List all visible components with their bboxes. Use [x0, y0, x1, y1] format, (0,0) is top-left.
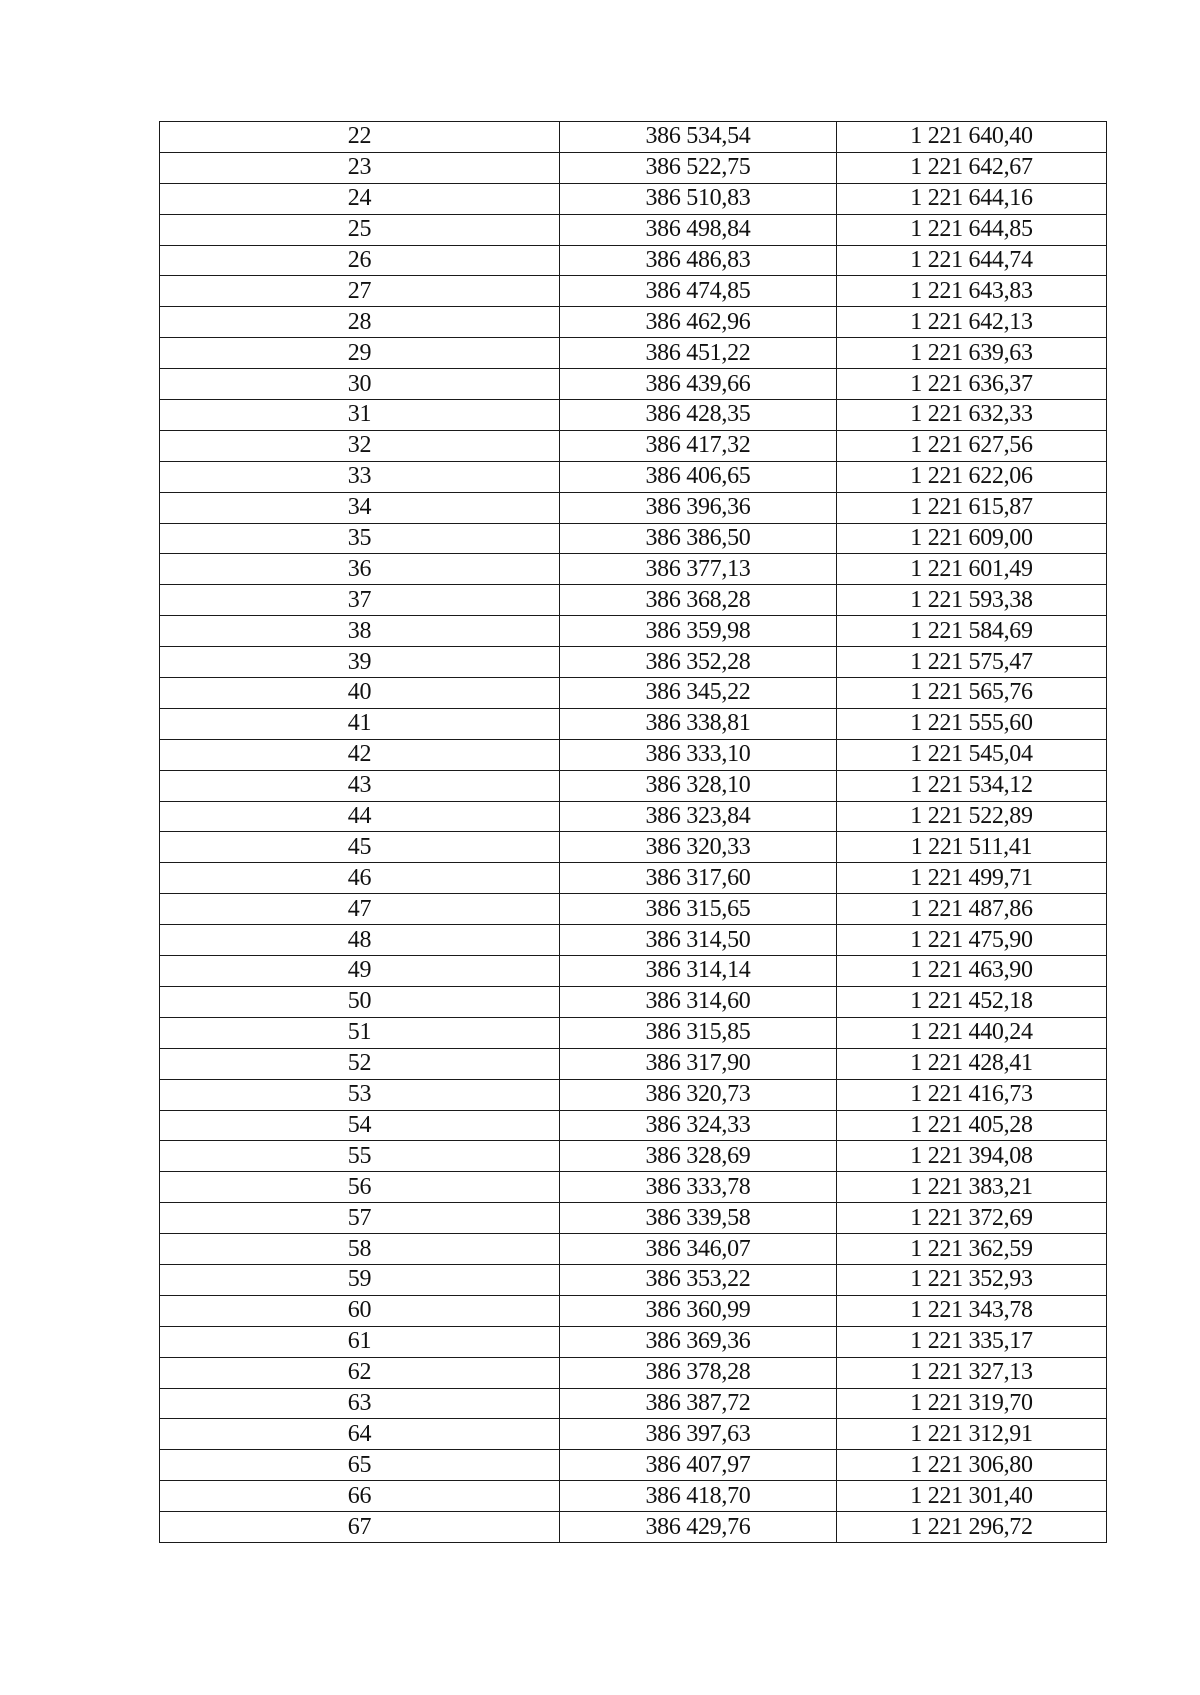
table-row: [160, 1172, 1107, 1203]
table-row: [160, 523, 1107, 554]
table-row: [160, 585, 1107, 616]
point-number-cell: 37: [160, 585, 560, 616]
table-row: [160, 307, 1107, 338]
y-coordinate-cell: 1 221 644,16: [837, 183, 1107, 214]
table-row: [160, 708, 1107, 739]
x-coordinate-cell: 386 429,76: [560, 1512, 837, 1543]
x-coordinate-cell: 386 428,35: [560, 400, 837, 431]
point-number-cell: 51: [160, 1017, 560, 1048]
point-number-cell: 57: [160, 1203, 560, 1234]
point-number-cell: 36: [160, 554, 560, 585]
x-coordinate-cell: 386 338,81: [560, 708, 837, 739]
x-coordinate-cell: 386 396,36: [560, 492, 837, 523]
point-number-cell: 63: [160, 1388, 560, 1419]
y-coordinate-cell: 1 221 615,87: [837, 492, 1107, 523]
point-number-cell: 29: [160, 338, 560, 369]
table-row: [160, 986, 1107, 1017]
y-coordinate-cell: 1 221 452,18: [837, 986, 1107, 1017]
table-row: [160, 122, 1107, 153]
point-number-cell: 53: [160, 1079, 560, 1110]
point-number-cell: 59: [160, 1264, 560, 1295]
point-number-cell: 23: [160, 152, 560, 183]
x-coordinate-cell: 386 328,69: [560, 1141, 837, 1172]
y-coordinate-cell: 1 221 499,71: [837, 863, 1107, 894]
point-number-cell: 46: [160, 863, 560, 894]
point-number-cell: 26: [160, 245, 560, 276]
table-row: [160, 1450, 1107, 1481]
y-coordinate-cell: 1 221 640,40: [837, 122, 1107, 153]
x-coordinate-cell: 386 339,58: [560, 1203, 837, 1234]
x-coordinate-cell: 386 407,97: [560, 1450, 837, 1481]
y-coordinate-cell: 1 221 372,69: [837, 1203, 1107, 1234]
x-coordinate-cell: 386 317,90: [560, 1048, 837, 1079]
x-coordinate-cell: 386 522,75: [560, 152, 837, 183]
y-coordinate-cell: 1 221 593,38: [837, 585, 1107, 616]
x-coordinate-cell: 386 314,60: [560, 986, 837, 1017]
table-row: [160, 678, 1107, 709]
point-number-cell: 55: [160, 1141, 560, 1172]
y-coordinate-cell: 1 221 644,85: [837, 214, 1107, 245]
point-number-cell: 25: [160, 214, 560, 245]
point-number-cell: 42: [160, 739, 560, 770]
table-row: [160, 1419, 1107, 1450]
point-number-cell: 32: [160, 430, 560, 461]
table-row: [160, 369, 1107, 400]
y-coordinate-cell: 1 221 319,70: [837, 1388, 1107, 1419]
y-coordinate-cell: 1 221 335,17: [837, 1326, 1107, 1357]
y-coordinate-cell: 1 221 352,93: [837, 1264, 1107, 1295]
x-coordinate-cell: 386 369,36: [560, 1326, 837, 1357]
table-row: [160, 554, 1107, 585]
point-number-cell: 30: [160, 369, 560, 400]
coordinates-table: [159, 121, 1107, 1543]
table-row: [160, 894, 1107, 925]
point-number-cell: 61: [160, 1326, 560, 1357]
x-coordinate-cell: 386 474,85: [560, 276, 837, 307]
y-coordinate-cell: 1 221 642,13: [837, 307, 1107, 338]
table-row: [160, 1326, 1107, 1357]
y-coordinate-cell: 1 221 296,72: [837, 1512, 1107, 1543]
x-coordinate-cell: 386 377,13: [560, 554, 837, 585]
table-row: [160, 276, 1107, 307]
y-coordinate-cell: 1 221 627,56: [837, 430, 1107, 461]
x-coordinate-cell: 386 378,28: [560, 1357, 837, 1388]
y-coordinate-cell: 1 221 545,04: [837, 739, 1107, 770]
point-number-cell: 65: [160, 1450, 560, 1481]
x-coordinate-cell: 386 315,65: [560, 894, 837, 925]
x-coordinate-cell: 386 317,60: [560, 863, 837, 894]
point-number-cell: 35: [160, 523, 560, 554]
table-row: [160, 616, 1107, 647]
point-number-cell: 56: [160, 1172, 560, 1203]
table-row: [160, 214, 1107, 245]
y-coordinate-cell: 1 221 475,90: [837, 925, 1107, 956]
y-coordinate-cell: 1 221 312,91: [837, 1419, 1107, 1450]
y-coordinate-cell: 1 221 487,86: [837, 894, 1107, 925]
point-number-cell: 45: [160, 832, 560, 863]
point-number-cell: 43: [160, 770, 560, 801]
y-coordinate-cell: 1 221 636,37: [837, 369, 1107, 400]
table-row: [160, 461, 1107, 492]
point-number-cell: 50: [160, 986, 560, 1017]
x-coordinate-cell: 386 324,33: [560, 1110, 837, 1141]
x-coordinate-cell: 386 386,50: [560, 523, 837, 554]
table-row: [160, 1512, 1107, 1543]
point-number-cell: 62: [160, 1357, 560, 1388]
x-coordinate-cell: 386 510,83: [560, 183, 837, 214]
y-coordinate-cell: 1 221 327,13: [837, 1357, 1107, 1388]
x-coordinate-cell: 386 314,14: [560, 956, 837, 987]
y-coordinate-cell: 1 221 632,33: [837, 400, 1107, 431]
point-number-cell: 44: [160, 801, 560, 832]
x-coordinate-cell: 386 328,10: [560, 770, 837, 801]
point-number-cell: 22: [160, 122, 560, 153]
y-coordinate-cell: 1 221 301,40: [837, 1481, 1107, 1512]
y-coordinate-cell: 1 221 565,76: [837, 678, 1107, 709]
y-coordinate-cell: 1 221 416,73: [837, 1079, 1107, 1110]
table-row: [160, 956, 1107, 987]
table-row: [160, 1017, 1107, 1048]
point-number-cell: 49: [160, 956, 560, 987]
x-coordinate-cell: 386 498,84: [560, 214, 837, 245]
table-row: [160, 739, 1107, 770]
point-number-cell: 24: [160, 183, 560, 214]
x-coordinate-cell: 386 486,83: [560, 245, 837, 276]
x-coordinate-cell: 386 333,10: [560, 739, 837, 770]
y-coordinate-cell: 1 221 522,89: [837, 801, 1107, 832]
point-number-cell: 52: [160, 1048, 560, 1079]
x-coordinate-cell: 386 353,22: [560, 1264, 837, 1295]
x-coordinate-cell: 386 462,96: [560, 307, 837, 338]
point-number-cell: 39: [160, 647, 560, 678]
point-number-cell: 58: [160, 1234, 560, 1265]
y-coordinate-cell: 1 221 511,41: [837, 832, 1107, 863]
y-coordinate-cell: 1 221 584,69: [837, 616, 1107, 647]
y-coordinate-cell: 1 221 405,28: [837, 1110, 1107, 1141]
point-number-cell: 60: [160, 1295, 560, 1326]
table-row: [160, 832, 1107, 863]
table-row: [160, 492, 1107, 523]
point-number-cell: 54: [160, 1110, 560, 1141]
y-coordinate-cell: 1 221 534,12: [837, 770, 1107, 801]
table-row: [160, 245, 1107, 276]
point-number-cell: 34: [160, 492, 560, 523]
table-row: [160, 430, 1107, 461]
point-number-cell: 31: [160, 400, 560, 431]
table-row: [160, 770, 1107, 801]
table-row: [160, 1203, 1107, 1234]
table-row: [160, 183, 1107, 214]
y-coordinate-cell: 1 221 642,67: [837, 152, 1107, 183]
x-coordinate-cell: 386 406,65: [560, 461, 837, 492]
x-coordinate-cell: 386 323,84: [560, 801, 837, 832]
y-coordinate-cell: 1 221 609,00: [837, 523, 1107, 554]
y-coordinate-cell: 1 221 306,80: [837, 1450, 1107, 1481]
y-coordinate-cell: 1 221 601,49: [837, 554, 1107, 585]
y-coordinate-cell: 1 221 428,41: [837, 1048, 1107, 1079]
x-coordinate-cell: 386 333,78: [560, 1172, 837, 1203]
point-number-cell: 67: [160, 1512, 560, 1543]
x-coordinate-cell: 386 360,99: [560, 1295, 837, 1326]
x-coordinate-cell: 386 439,66: [560, 369, 837, 400]
x-coordinate-cell: 386 534,54: [560, 122, 837, 153]
point-number-cell: 41: [160, 708, 560, 739]
x-coordinate-cell: 386 387,72: [560, 1388, 837, 1419]
point-number-cell: 38: [160, 616, 560, 647]
table-row: [160, 400, 1107, 431]
table-row: [160, 1357, 1107, 1388]
point-number-cell: 48: [160, 925, 560, 956]
coordinates-table-body: [160, 122, 1107, 1543]
table-row: [160, 925, 1107, 956]
x-coordinate-cell: 386 417,32: [560, 430, 837, 461]
y-coordinate-cell: 1 221 575,47: [837, 647, 1107, 678]
y-coordinate-cell: 1 221 622,06: [837, 461, 1107, 492]
y-coordinate-cell: 1 221 644,74: [837, 245, 1107, 276]
y-coordinate-cell: 1 221 343,78: [837, 1295, 1107, 1326]
x-coordinate-cell: 386 346,07: [560, 1234, 837, 1265]
table-row: [160, 1481, 1107, 1512]
point-number-cell: 47: [160, 894, 560, 925]
x-coordinate-cell: 386 320,73: [560, 1079, 837, 1110]
y-coordinate-cell: 1 221 639,63: [837, 338, 1107, 369]
table-row: [160, 863, 1107, 894]
table-row: [160, 152, 1107, 183]
y-coordinate-cell: 1 221 555,60: [837, 708, 1107, 739]
point-number-cell: 40: [160, 678, 560, 709]
x-coordinate-cell: 386 352,28: [560, 647, 837, 678]
x-coordinate-cell: 386 418,70: [560, 1481, 837, 1512]
table-row: [160, 1295, 1107, 1326]
point-number-cell: 66: [160, 1481, 560, 1512]
table-row: [160, 1048, 1107, 1079]
x-coordinate-cell: 386 359,98: [560, 616, 837, 647]
table-row: [160, 1110, 1107, 1141]
table-row: [160, 647, 1107, 678]
table-row: [160, 1079, 1107, 1110]
table-row: [160, 801, 1107, 832]
point-number-cell: 33: [160, 461, 560, 492]
table-row: [160, 1264, 1107, 1295]
point-number-cell: 27: [160, 276, 560, 307]
x-coordinate-cell: 386 315,85: [560, 1017, 837, 1048]
table-row: [160, 1388, 1107, 1419]
y-coordinate-cell: 1 221 394,08: [837, 1141, 1107, 1172]
point-number-cell: 28: [160, 307, 560, 338]
x-coordinate-cell: 386 314,50: [560, 925, 837, 956]
point-number-cell: 64: [160, 1419, 560, 1450]
table-row: [160, 1234, 1107, 1265]
y-coordinate-cell: 1 221 440,24: [837, 1017, 1107, 1048]
y-coordinate-cell: 1 221 383,21: [837, 1172, 1107, 1203]
x-coordinate-cell: 386 368,28: [560, 585, 837, 616]
y-coordinate-cell: 1 221 362,59: [837, 1234, 1107, 1265]
table-row: [160, 1141, 1107, 1172]
x-coordinate-cell: 386 451,22: [560, 338, 837, 369]
table-row: [160, 338, 1107, 369]
y-coordinate-cell: 1 221 463,90: [837, 956, 1107, 987]
x-coordinate-cell: 386 345,22: [560, 678, 837, 709]
y-coordinate-cell: 1 221 643,83: [837, 276, 1107, 307]
x-coordinate-cell: 386 397,63: [560, 1419, 837, 1450]
x-coordinate-cell: 386 320,33: [560, 832, 837, 863]
